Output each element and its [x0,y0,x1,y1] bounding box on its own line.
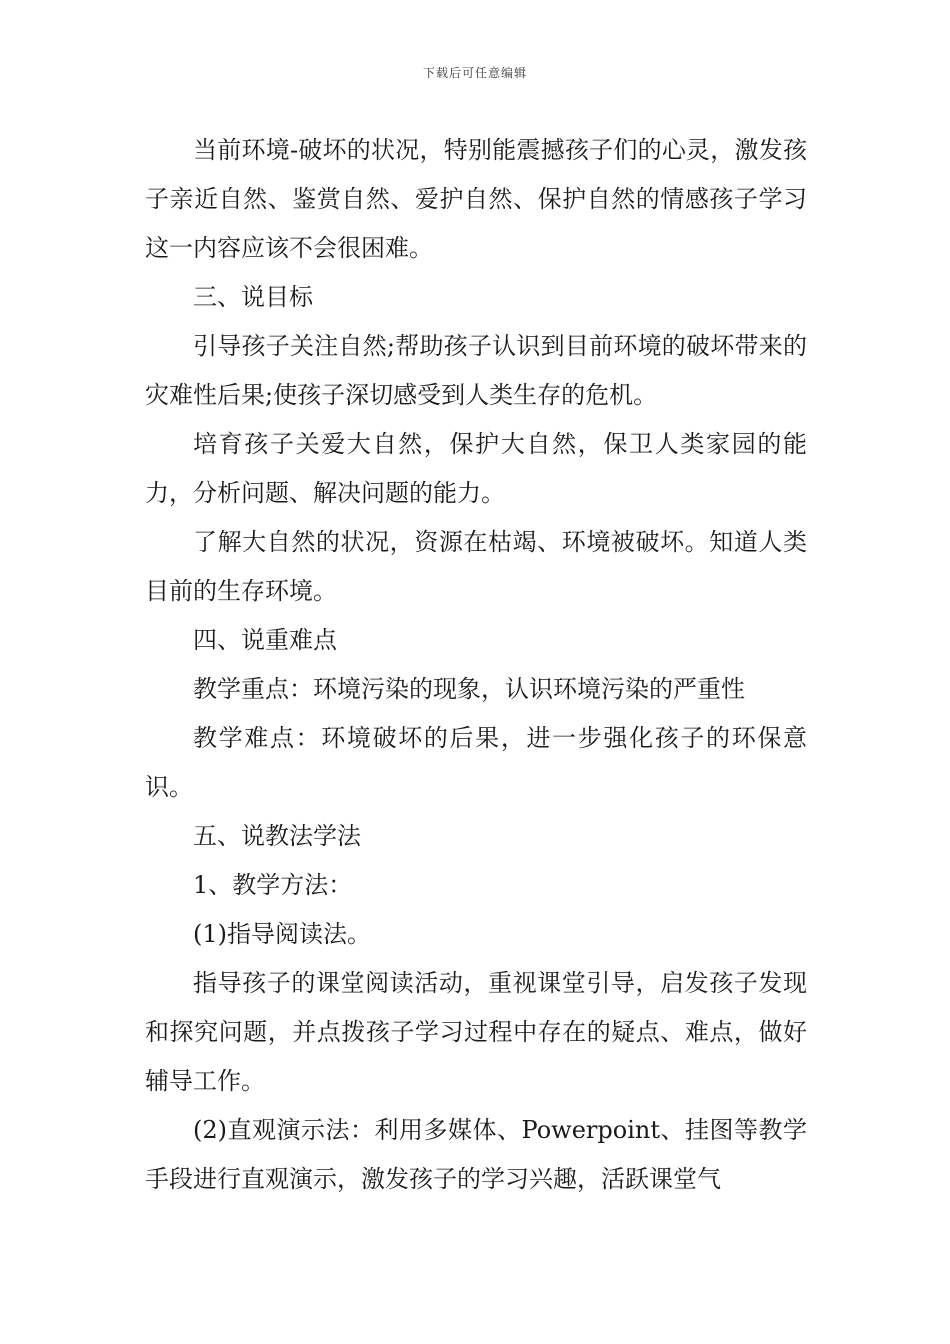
paragraph-key-point: 教学重点：环境污染的现象，认识环境污染的严重性 [193,675,745,703]
document-body [145,126,807,1204]
page-header: 下载后可任意编辑 [422,66,527,80]
heading-methods: 五、说教法学法 [193,822,361,850]
paragraph-objective-2: 培育孩子关爱大自然，保护大自然，保卫人类家园的能力，分析问题、解决问题的能力。 [145,430,807,507]
heading-key-points: 四、说重难点 [193,626,337,654]
paragraph-context: 当前环境-破坏的状况，特别能震撼孩子们的心灵，激发孩子亲近自然、鉴赏自然、爱护自然、保护自然的情感孩子学习这一内容应该不会很困难。 [145,136,807,262]
method-guided-reading-body: 指导孩子的课堂阅读活动，重视课堂引导，启发孩子发现和探究问题，并点拨孩子学习过程中存在的疑点、难点，做好辅导工作。 [145,969,807,1095]
method-guided-reading-title: (1)指导阅读法。 [193,920,371,948]
paragraph-objective-1: 引导孩子关注自然;帮助孩子认识到目前环境的破坏带来的灾难性后果;使孩子深切感受到人类生存的危机。 [145,332,807,409]
method-demonstration-body: (2)直观演示法：利用多媒体、Powerpoint、挂图等教学手段进行直观演示，激发孩子的学习兴趣，活跃课堂气 [145,1116,807,1193]
heading-objectives: 三、说目标 [193,283,313,311]
subheading-teaching-methods: 1、教学方法： [193,871,353,899]
paragraph-objective-3: 了解大自然的状况，资源在枯竭、环境被破坏。知道人类目前的生存环境。 [145,528,807,605]
paragraph-difficult-point: 教学难点：环境破坏的后果，进一步强化孩子的环保意识。 [145,724,807,801]
